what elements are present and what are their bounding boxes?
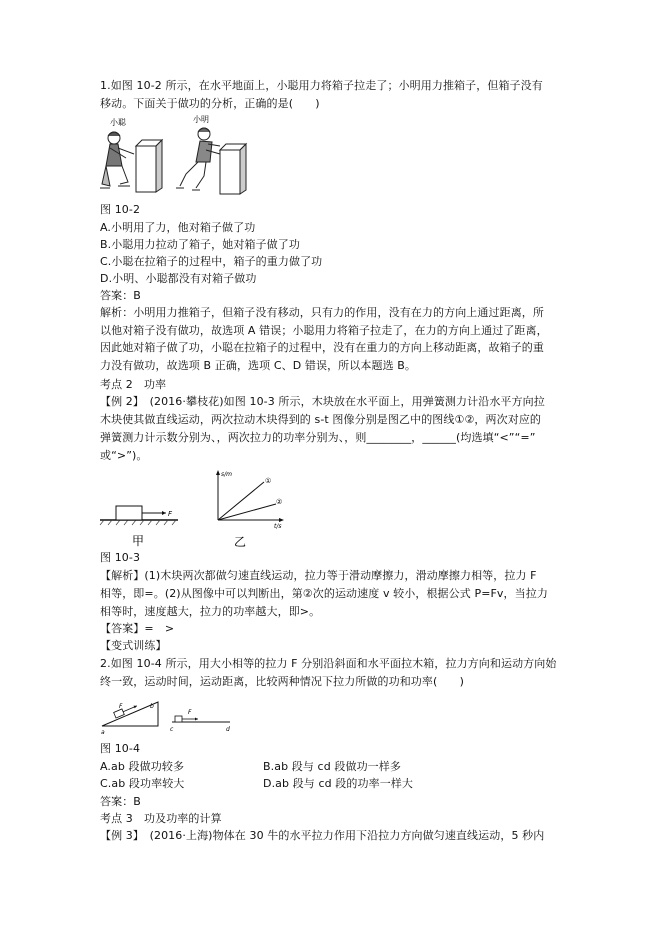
point-d-label: d [226,726,230,733]
q1-analysis-line-3: 因此她对箱子做了功，小聪在拉箱子的过程中，没有在重力的方向上移动距离，故箱子的重 [100,341,544,354]
ex2-line-4: 或“>”)。 [100,449,148,462]
ex2-line-1: 【例 2】 (2016·攀枝花)如图 10-3 所示，木块放在水平面上，用弹簧测力计沿水平方向拉 [100,395,545,408]
q1-line-2: 移动。下面关于做功的分析，正确的是( ) [100,97,320,110]
graph-line-1-label: ① [265,477,272,485]
point-a-label: a [101,729,105,736]
q1-option-c: C.小聪在拉箱子的过程中，箱子的重力做了功 [100,255,323,268]
bianshi-heading: 【变式训练】 [100,639,167,652]
figure-10-4 [98,698,238,738]
figure-10-2-caption: 图 10-2 [100,203,141,216]
q1-option-b: B.小聪用力拉动了箱子，她对箱子做了功 [100,238,300,251]
q1-analysis-line-4: 力没有做功，故选项 B 正确，选项 C、D 错误，所以本题选 B。 [100,359,417,372]
boy-pushing-illustration [176,128,220,190]
kaodian-3-heading: 考点 3 功及功率的计算 [100,812,222,825]
ex2-jiexi-line-2: 相等，即=。(2)从图像中可以判断出，第②次的运动速度 v 较小，根据公式 P=Fv，当拉力 [100,587,548,600]
figure-10-3-jia [96,490,206,550]
q1-option-d: D.小明、小聪都没有对箱子做功 [100,272,257,285]
t-axis-label: t/s [274,523,282,530]
s-axis-label: s/m [221,471,232,478]
figure-10-2 [100,114,250,202]
point-c-label: c [170,726,174,733]
graph-line-2 [218,504,276,520]
box-right [220,144,246,194]
ex2-line-3: 弹簧测力计示数分别为、，两次拉力的功率分别为、，则________，______(均选填“<”“=” [100,431,536,444]
ex2-jiexi-line-3: 相等时，速度越大，拉力的功率越大，即>。 [100,605,321,618]
ex2-jiexi-line-1: 【解析】(1)木块两次都做匀速直线运动，拉力等于滑动摩擦力，滑动摩擦力相等，拉力 F [100,569,537,582]
girl-pulling-illustration [100,132,134,188]
q2-line-2: 终一致，运动时间，运动距离，比较两种情况下拉力所做的功和功率( ) [100,675,464,688]
q1-option-a: A.小明用了力，他对箱子做了功 [100,221,256,234]
q2-option-b: B.ab 段与 cd 段做功一样多 [263,760,401,773]
wood-block [116,506,142,520]
floor-force-label: F [188,709,192,716]
ex2-answer: 【答案】= > [100,622,175,635]
incline-force-label: F [119,703,123,710]
graph-line-1 [218,482,264,520]
q1-answer: 答案：B [100,289,141,302]
q2-option-a: A.ab 段做功较多 [100,760,185,773]
figure-10-4-caption: 图 10-4 [100,742,141,755]
graph-line-2-label: ② [276,498,283,506]
fig-label-xiaoming: 小明 [193,115,209,124]
kaodian-2-heading: 考点 2 功率 [100,378,167,391]
force-label: F [168,510,173,518]
ex3-line-1: 【例 3】 (2016·上海)物体在 30 牛的水平拉力作用下沿拉力方向做匀速直线运动，5 秒内 [100,829,545,842]
figure-10-3-yi-graph [206,468,306,550]
q1-analysis-line-1: 解析：小明用力推箱子，但箱子没有移动，只有力的作用，没有在力的方向上通过距离，所 [100,306,544,319]
q2-answer: 答案：B [100,795,141,808]
q2-option-c: C.ab 段功率较大 [100,777,185,790]
point-b-label: b [150,703,154,710]
ex2-line-2: 木块使其做直线运动，两次拉动木块得到的 s-t 图像分别是图乙中的图线①②，两次对应的 [100,413,542,426]
crate-on-floor [175,716,182,722]
q1-line-1: 1.如图 10-2 所示，在水平地面上，小聪用力将箱子拉走了；小明用力推箱子，但箱子没有 [100,79,543,92]
fig-label-xiaocong: 小聪 [110,118,126,127]
figure-10-3-caption: 图 10-3 [100,551,141,564]
fig-yi-label: 乙 [234,535,247,549]
box-left [136,140,162,192]
q2-option-d: D.ab 段与 cd 段的功率一样大 [263,777,414,790]
fig-jia-label: 甲 [132,534,145,548]
q1-analysis-line-2: 以他对箱子没有做功，故选项 A 错误；小聪用力将箱子拉走了，在力的方向上通过了距离， [100,324,548,337]
q2-line-1: 2.如图 10-4 所示，用大小相等的拉力 F 分别沿斜面和水平面拉木箱，拉力方向和运动方向始 [100,657,557,670]
